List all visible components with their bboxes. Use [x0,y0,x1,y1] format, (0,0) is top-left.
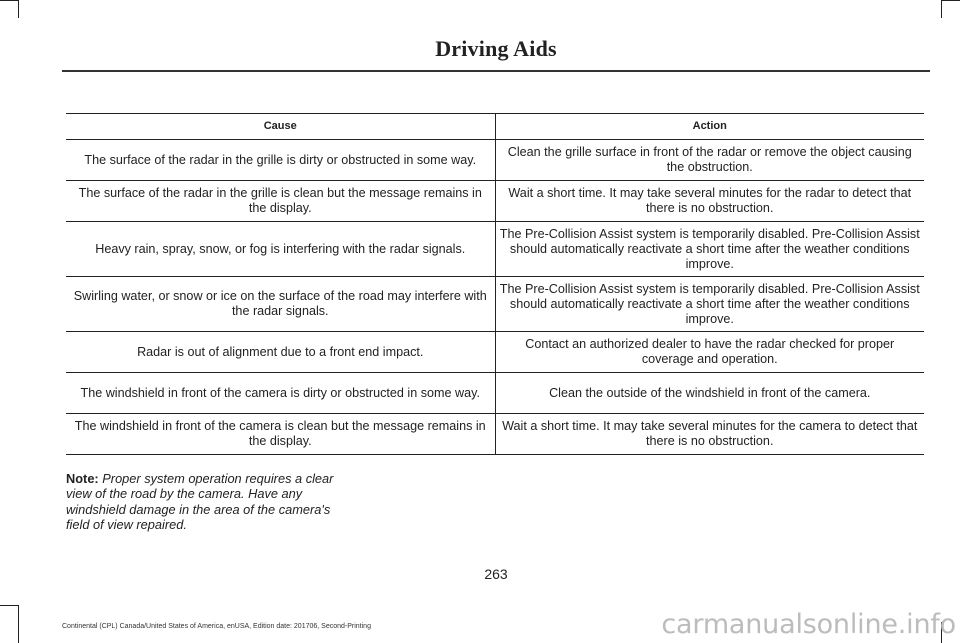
cause-cell: The surface of the radar in the grille is clean but the message remains in the display. [66,181,495,222]
cause-cell: The surface of the radar in the grille is dirty or obstructed in some way. [66,140,495,181]
crop-mark [0,605,19,606]
cause-cell: The windshield in front of the camera is dirty or obstructed in some way. [66,373,495,414]
page-number: 263 [484,566,508,582]
cause-cell: Swirling water, or snow or ice on the surface of the road may interfere with the radar signals. [66,277,495,332]
action-cell: Clean the outside of the windshield in front of the camera. [495,373,924,414]
note [66,471,346,533]
table-row [66,414,924,455]
note-label: Note: [66,471,99,486]
table-row [66,222,924,277]
table-row [66,140,924,181]
cause-cell: Radar is out of alignment due to a front end impact. [66,332,495,373]
table-row [66,181,924,222]
header-divider [62,70,930,72]
crop-mark [941,0,942,18]
page-title: Driving Aids [435,36,557,61]
table-row [66,373,924,414]
action-cell: Wait a short time. It may take several minutes for the camera to detect that there is no obstruction. [495,414,924,455]
crop-mark [18,605,19,643]
crop-mark [941,0,960,1]
action-cell: Clean the grille surface in front of the radar or remove the object causing the obstruction. [495,140,924,181]
action-cell: Wait a short time. It may take several minutes for the radar to detect that there is no obstruction. [495,181,924,222]
action-cell: Contact an authorized dealer to have the radar checked for proper coverage and operation. [495,332,924,373]
column-header-cause: Cause [66,114,495,140]
action-cell: The Pre-Collision Assist system is temporarily disabled. Pre-Collision Assist should automatically reactivate a short time after the weather conditions improve. [495,222,924,277]
action-cell: The Pre-Collision Assist system is temporarily disabled. Pre-Collision Assist should automatically reactivate a short time after the weather conditions improve. [495,277,924,332]
footer-edition-info: Continental (CPL) Canada/United States of America, enUSA, Edition date: 201706, Second-Printing [62,623,371,630]
watermark: carmanualsonline.info [661,609,956,640]
column-header-action: Action [495,114,924,140]
note-text: Proper system operation requires a clear view of the road by the camera. Have any windshield damage in the area of the camera's field of view repaired. [66,471,334,533]
cause-cell: Heavy rain, spray, snow, or fog is interfering with the radar signals. [66,222,495,277]
crop-mark [18,0,19,18]
cause-action-table [66,113,924,455]
crop-mark [0,0,19,1]
table-header-row [66,114,924,140]
cause-cell: The windshield in front of the camera is clean but the message remains in the display. [66,414,495,455]
table-row [66,332,924,373]
table-row [66,277,924,332]
